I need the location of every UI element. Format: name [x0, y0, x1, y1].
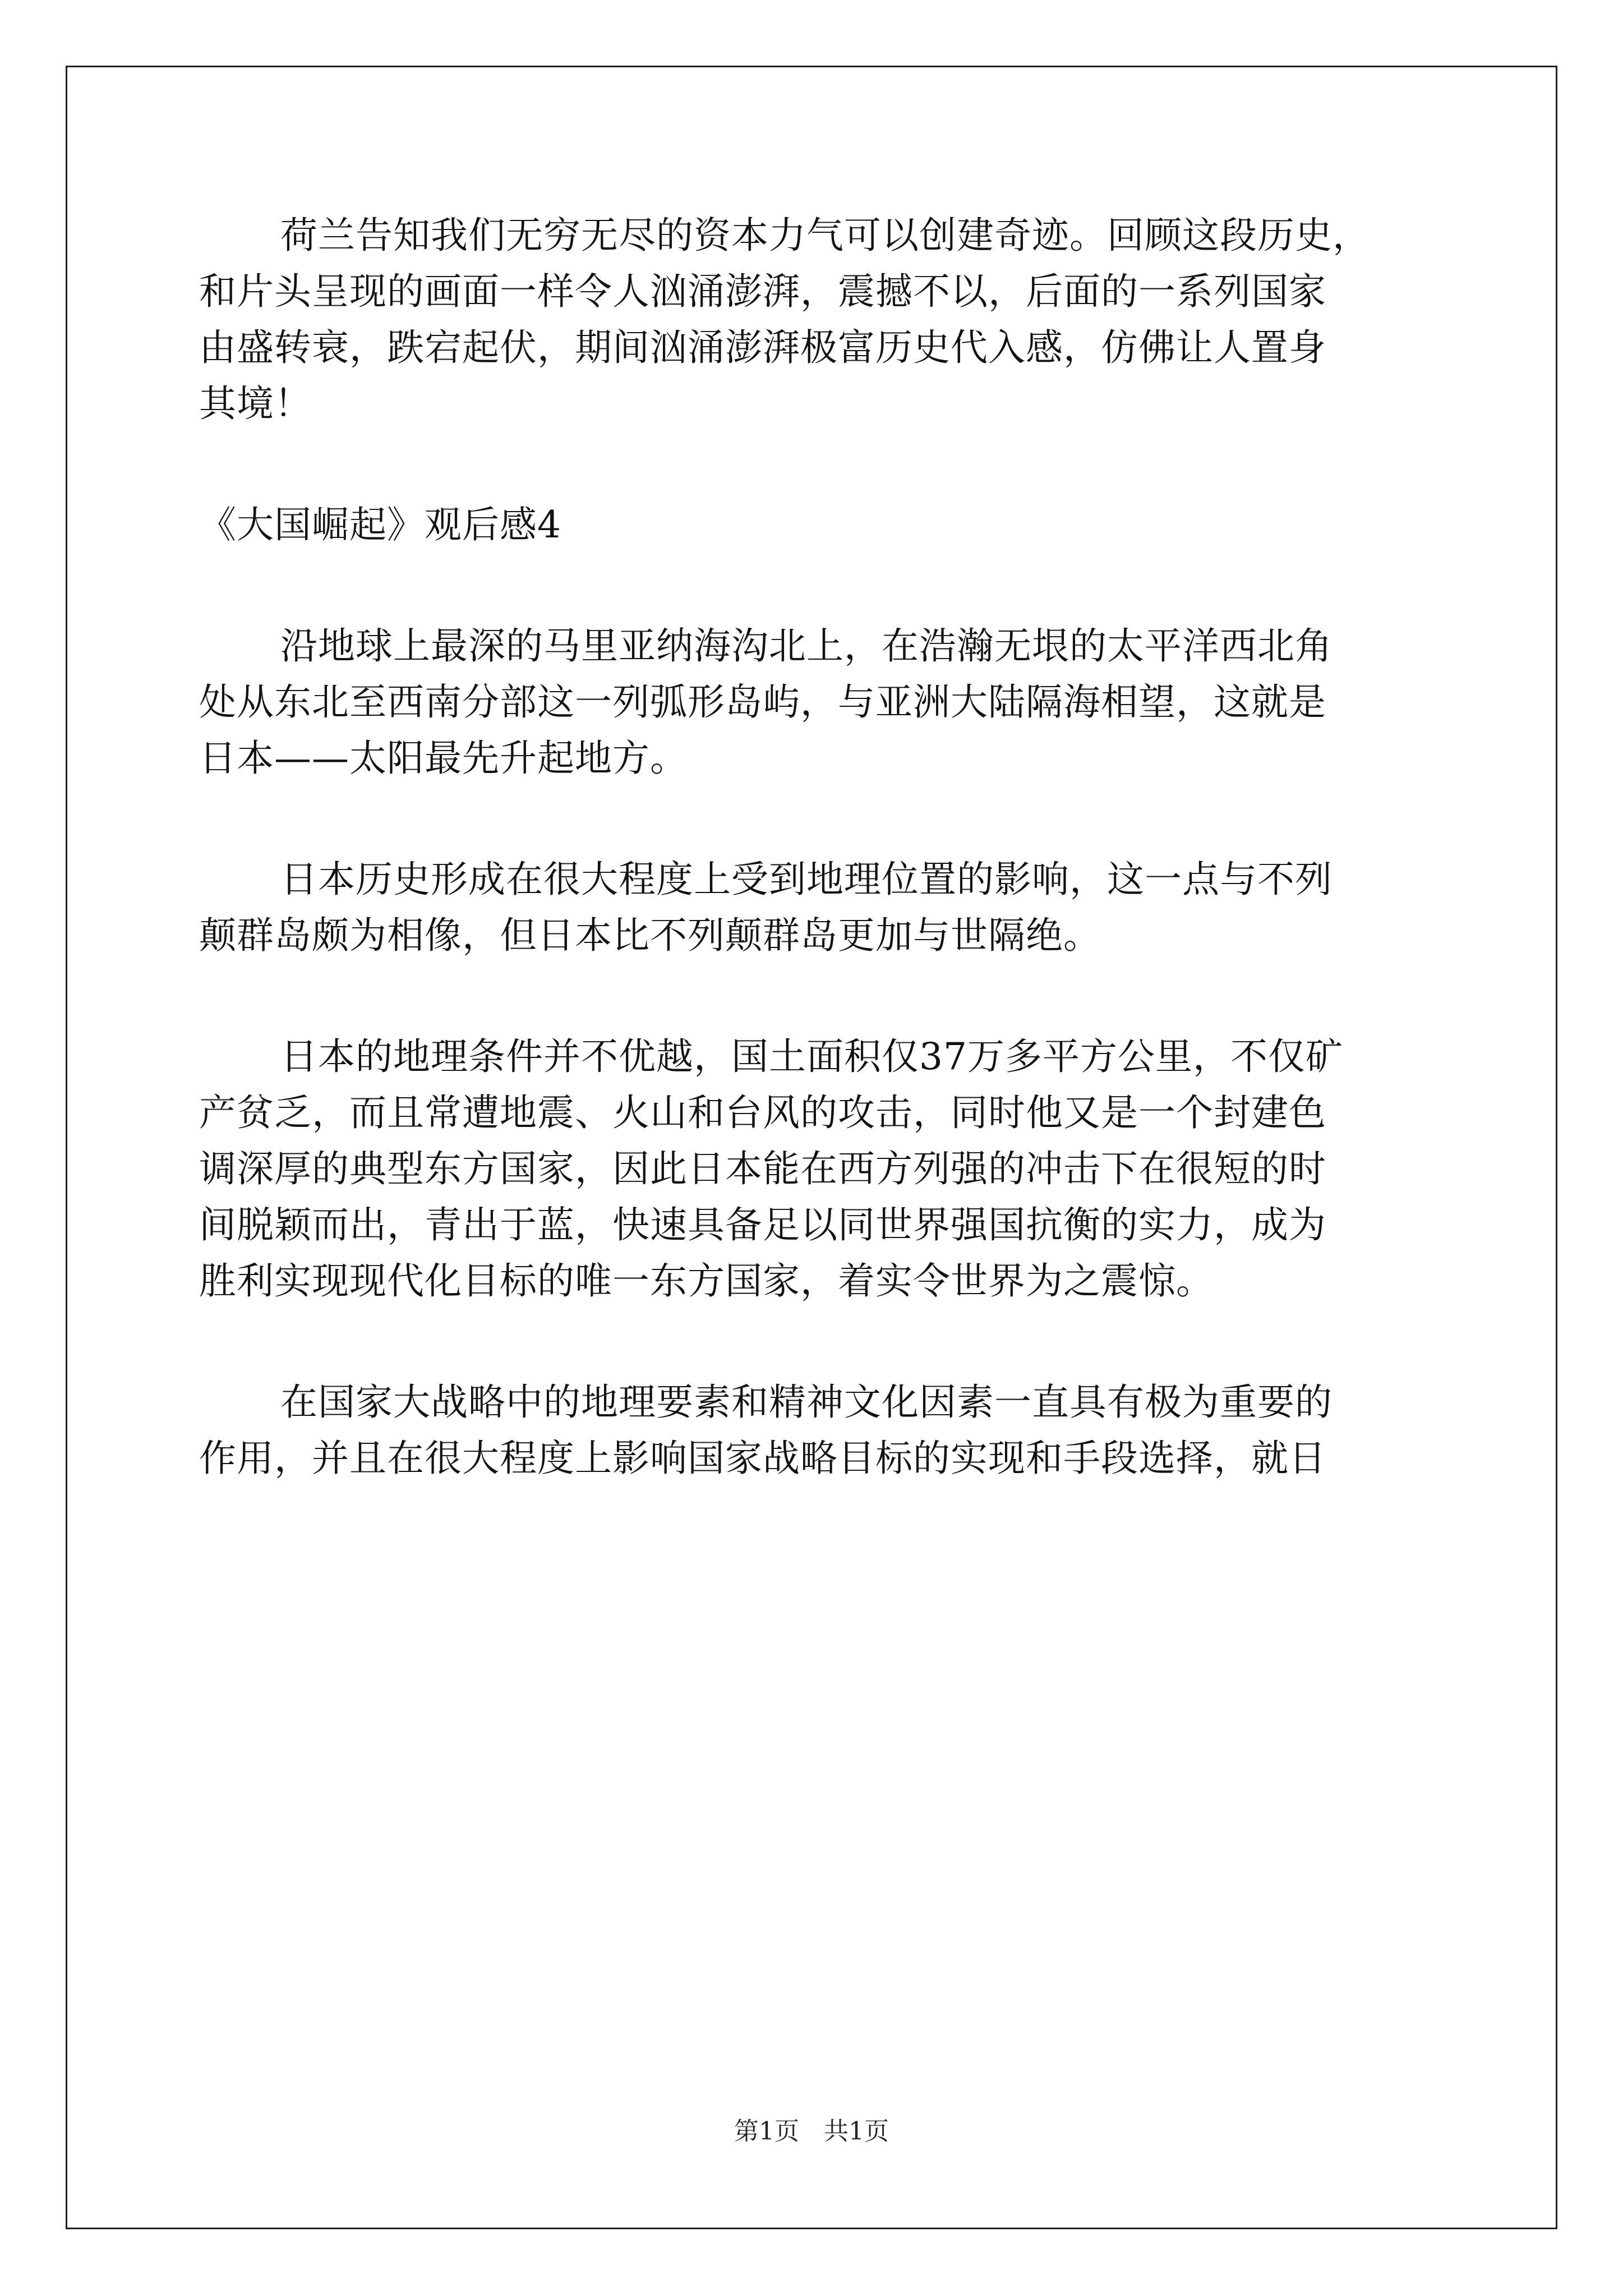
text-line: 由盛转衰，跌宕起伏，期间汹涌澎湃极富历史代入感，仿佛让人置身: [199, 326, 1326, 369]
paragraph: [199, 1029, 1433, 1309]
page-number-footer: 第1页 共1页: [734, 2117, 889, 2146]
text-line: 处从东北至西南分部这一列弧形岛屿，与亚洲大陆隔海相望，这就是: [199, 680, 1326, 724]
text-line: 在国家大战略中的地理要素和精神文化因素一直具有极为重要的: [280, 1381, 1332, 1424]
text-line: 作用，并且在很大程度上影响国家战略目标的实现和手段选择，就日: [199, 1437, 1326, 1480]
text-line: 其境！: [199, 382, 312, 425]
text-line: 胜利实现现代化目标的唯一东方国家，着实令世界为之震惊。: [199, 1259, 1214, 1303]
document-body: [199, 208, 1433, 1487]
text-line: 颠群岛颇为相像，但日本比不列颠群岛更加与世隔绝。: [199, 914, 1101, 957]
paragraph: [199, 208, 1433, 432]
text-line: 荷兰告知我们无穷无尽的资本力气可以创建奇迹。回顾这段历史，: [280, 214, 1370, 257]
paragraph: [199, 852, 1433, 964]
text-line: 产贫乏，而且常遭地震、火山和台风的攻击，同时他又是一个封建色: [199, 1091, 1326, 1134]
section-heading: 《大国崛起》观后感4: [199, 503, 561, 546]
text-line: 日本的地理条件并不优越，国土面积仅37万多平方公里，不仅矿: [280, 1035, 1343, 1078]
text-line: 调深厚的典型东方国家，因此日本能在西方列强的冲击下在很短的时: [199, 1147, 1326, 1190]
paragraph: [199, 1374, 1433, 1487]
text-line: 间脱颖而出，青出于蓝，快速具备足以同世界强国抗衡的实力，成为: [199, 1203, 1326, 1246]
text-line: 沿地球上最深的马里亚纳海沟北上，在浩瀚无垠的太平洋西北角: [280, 624, 1332, 668]
text-line: 和片头呈现的画面一样令人汹涌澎湃，震撼不以，后面的一系列国家: [199, 270, 1326, 313]
paragraph: [199, 618, 1433, 786]
text-line: 日本历史形成在很大程度上受到地理位置的影响，这一点与不列: [280, 858, 1332, 901]
text-line: 日本——太阳最先升起地方。: [199, 737, 688, 780]
